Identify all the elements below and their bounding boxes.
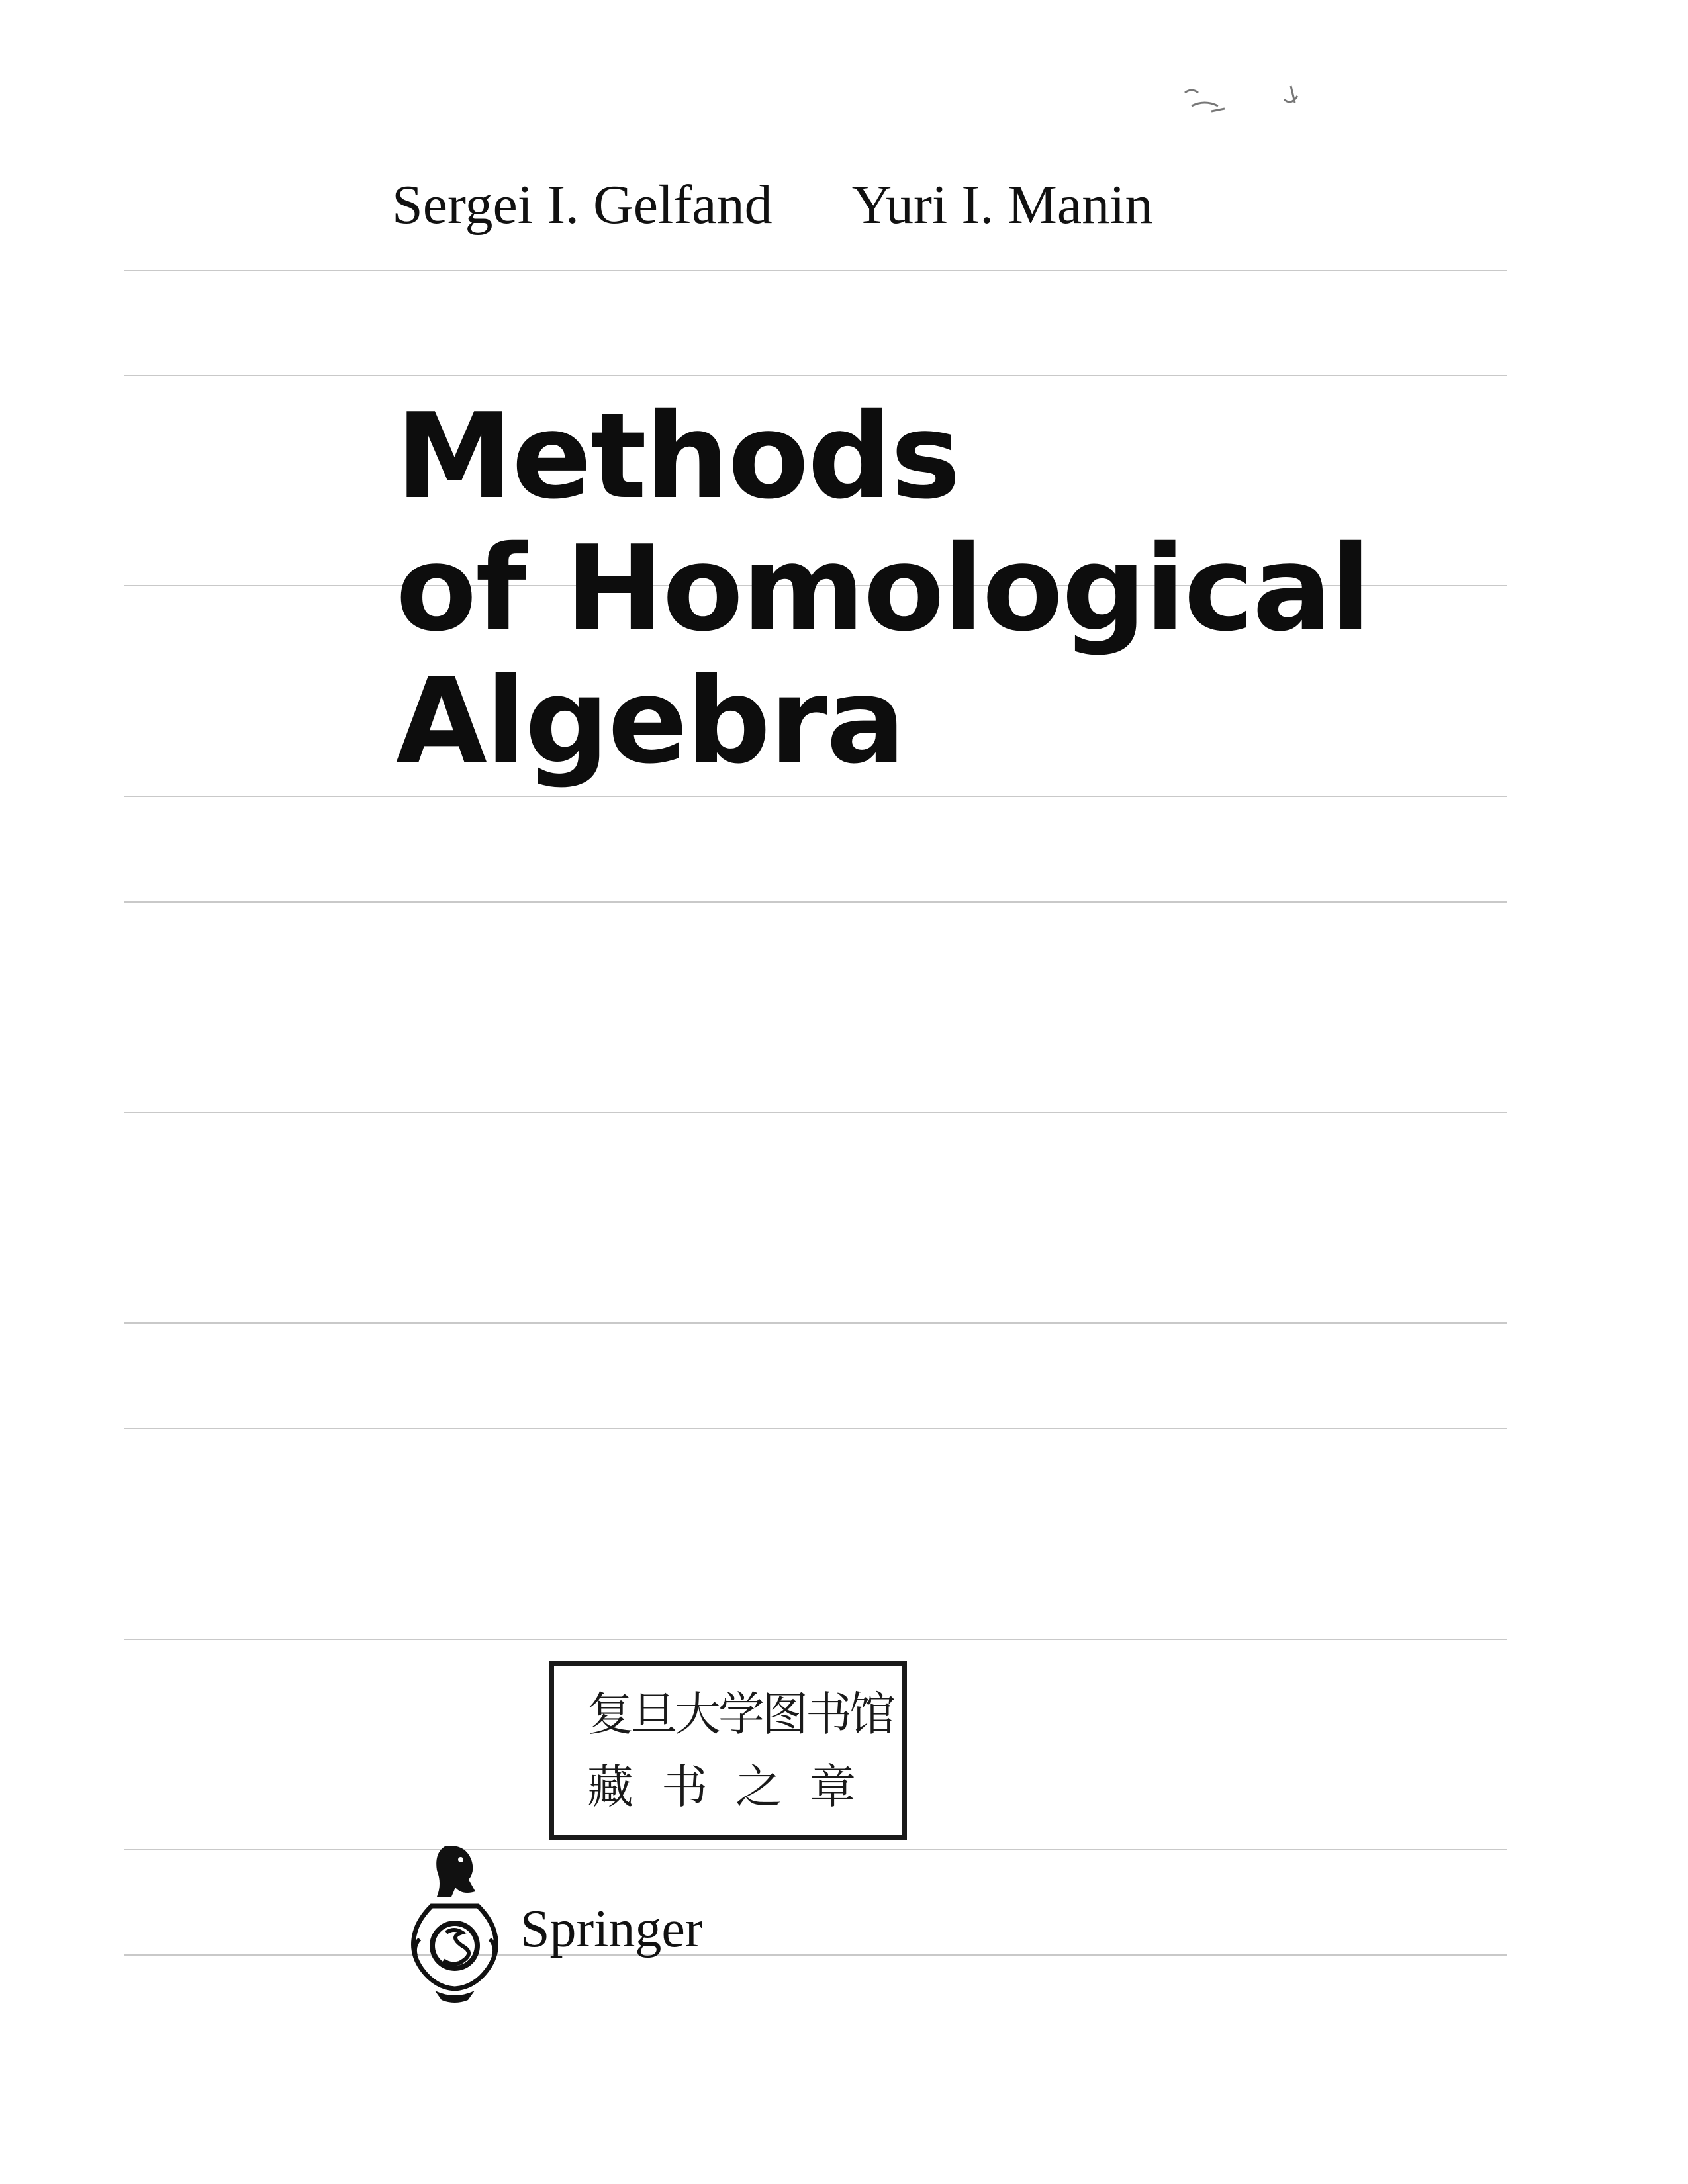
publisher-name: Springer	[520, 1900, 703, 1958]
page-rule	[124, 796, 1507, 797]
authors-line	[392, 174, 1153, 236]
library-stamp	[549, 1661, 907, 1840]
page-rule	[124, 1954, 1507, 1956]
title-line: Algebra	[396, 653, 905, 790]
title-line: of Homological	[396, 520, 1370, 657]
stamp-line: 藏书之章	[587, 1760, 884, 1814]
title-line: Methods	[396, 388, 960, 525]
page-rule	[124, 270, 1507, 271]
handwritten-mark	[1172, 73, 1331, 139]
page-rule	[124, 1112, 1507, 1113]
page-rule	[124, 1428, 1507, 1429]
page-rule	[124, 375, 1507, 376]
book-title	[396, 390, 1370, 788]
page-rule	[124, 1849, 1507, 1850]
author-name: Sergei I. Gelfand	[392, 174, 773, 236]
page-rule	[124, 1322, 1507, 1324]
page-rule	[124, 1639, 1507, 1640]
springer-knight-logo-icon	[405, 1840, 504, 2005]
page-rule	[124, 901, 1507, 903]
stamp-line: 复旦大学图书馆	[587, 1687, 893, 1741]
author-name: Yuri I. Manin	[851, 174, 1153, 236]
